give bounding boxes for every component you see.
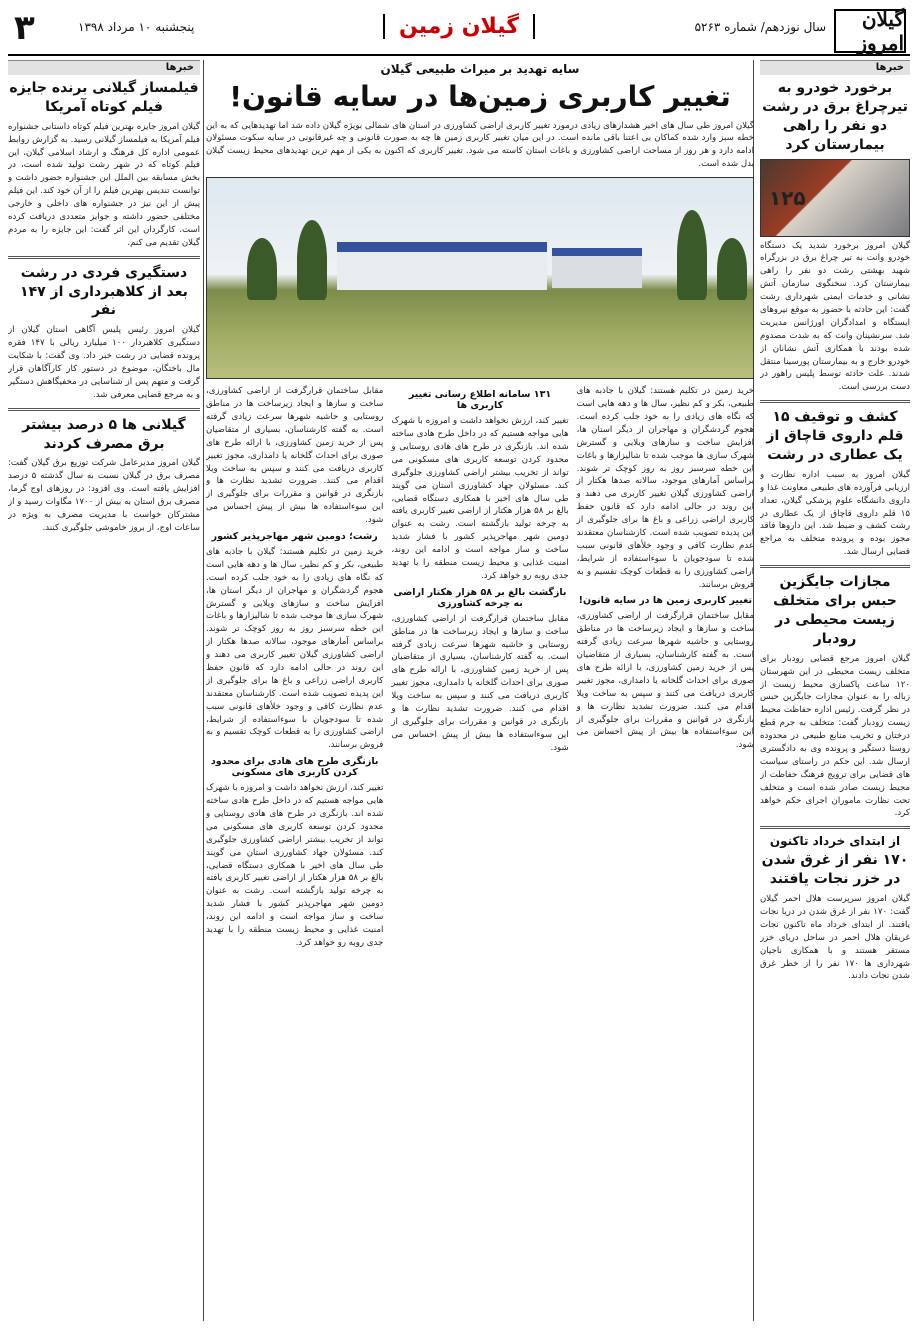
subheading: بازگشت بالغ بر ۵۸ هزار هکتار اراضی به چرخه کشاورزی <box>393 586 567 609</box>
subheading: ۱۳۱ سامانه اطلاع رسانی تغییر کاربری ها <box>408 389 552 412</box>
article-body: گیلان امروز رئیس پلیس آگاهی استان گیلان از دستگیری کلاهبردار ۱۰۰ میلیارد ریالی با ۱۴۷ فقره پرونده قضایی در رشت خبر داد. وی گفت: با شکایت مال باختگان، موضوع در دستور کار کارآگاهان قرار گرفت و متهم پس از شناسایی در مخفیگاهش دستگیر و به مرجع قضایی معرفی شد. <box>8 325 200 400</box>
article-title: گیلانی ها ۵ درصد بیشتر برق مصرف کردند <box>22 416 186 452</box>
article-body: خرید زمین در تکلیم هستند: گیلان با جاذبه های طبیعی، بکر و کم نظیر، سال ها و دهه هایی است که نگاه های زیادی را به خود جلب کرده است. هجوم گردشگران و مهاجران از دیگر استان ها، افزایش ساخت و سازهای ویلایی و گسترش شهرک سازی ها موجب شده تا شالیزارها و باغات این خطه سرسبز روز به روز کوچک تر شوند. براساس آمارهای موجود، سالانه صدها هکتار از اراضی کشاورزی گیلان تغییر کاربری می دهند و این روند در حالی ادامه دارد که قانون حفظ کاربری اراضی زراعی و باغ ها برای جلوگیری از این پدیده تصویب شده است. کارشناسان معتقدند عدم نظارت کافی و وجود خلأهای قانونی سبب شده تا سودجویان با سوءاستفاده از شرایط، اراضی کشاورزی را به قطعات کوچک تقسیم و به فروش برسانند. <box>576 386 754 590</box>
main-headline: تغییر کاربری زمین‌ها در سایه قانون! <box>229 80 731 113</box>
right-news-column <box>760 60 910 1321</box>
subheading: بازنگری طرح های هادی برای محدود کردن کاربری های مسکونی <box>210 756 379 779</box>
article-body: گیلان امروز به سبب اداره نظارت و ارزیابی فرآورده های طبیعی معاونت غذا و داروی دانشگاه علوم پزشکی گیلان، تعداد ۱۵ قلم داروی قاچاق از یک عطاری در رشت کشف و ضبط شد. این داروها فاقد مجوز بوده و پرونده متخلف به مراجع قضایی ارسال شد. <box>760 469 910 558</box>
divider <box>760 565 910 568</box>
photo-number-label: ۱۲۵ <box>769 185 806 210</box>
article-body: گیلان امروز جایزه بهترین فیلم کوتاه داستانی جشنواره فیلم آمریکا به فیلمساز گیلانی رسید. به گزارش روابط عمومی اداره کل فرهنگ و ارشاد اسلامی گیلان، این فیلم کوتاه که در شهر رشت تولید شده است، در بخش مسابقه بین الملل این جشنواره حضور داشت و توانست تندیس بهترین فیلم را از آن خود کند. این فیلم پیش از این نیز در جشنواره های داخلی و خارجی مختلفی حضور داشته و جوایز متعددی دریافت کرده است. کارگردان این اثر گفت: این جایزه را به مردم گیلان تقدیم می کنم. <box>8 121 200 248</box>
masthead <box>8 6 910 56</box>
section-title: گیلان زمین <box>383 14 535 39</box>
farmland-building-photo <box>206 177 754 379</box>
subheading: تغییر کاربری زمین ها در سایه قانون! <box>578 595 753 607</box>
fire-truck-photo <box>760 159 910 237</box>
article-body: خرید زمین در تکلیم هستند: گیلان با جاذبه های طبیعی، بکر و کم نظیر، سال ها و دهه هایی است که نگاه های زیادی را به خود جلب کرده است. هجوم گردشگران و مهاجران از دیگر استان ها، افزایش ساخت و سازهای ویلایی و گسترش شهرک سازی ها موجب شده تا شالیزارها و باغات این خطه سرسبز روز به روز کوچک تر شوند. براساس آمارهای موجود، سالانه صدها هکتار از اراضی کشاورزی گیلان تغییر کاربری می دهند و این روند در حالی ادامه دارد که قانون حفظ کاربری اراضی زراعی و باغ ها برای جلوگیری از این پدیده تصویب شده است. کارشناسان معتقدند عدم نظارت کافی و وجود خلأهای قانونی سبب شده تا سودجویان با سوءاستفاده از شرایط، اراضی کشاورزی را به قطعات کوچک تقسیم و به فروش برسانند. <box>206 546 384 751</box>
divider <box>8 256 200 259</box>
tree-shape <box>677 210 707 300</box>
issue-date: پنجشنبه ۱۰ مرداد ۱۳۹۸ <box>78 20 195 34</box>
tree-shape <box>717 238 747 300</box>
subheading: رشت؛ دومین شهر مهاجرپذیر کشور <box>211 530 378 542</box>
article-title: مجازات جایگزین حبس برای متخلف زیست محیطی در رودبار <box>773 574 897 647</box>
divider <box>760 826 910 829</box>
article-body: تغییر کند، ارزش نخواهد داشت و امروزه با شهرک هایی مواجه هستیم که در داخل طرح هادی ساخته شده اند. بازنگری در طرح های هادی روستایی و محدود کردن توسعه کاربری های مسکونی می تواند از تخریب بیشتر اراضی کشاورزی جلوگیری کند. مسئولان جهاد کشاورزی استان می گویند طی سال های اخیر با همکاری دستگاه قضایی، بالغ بر ۵۸ هزار هکتار از اراضی تغییر کاربری یافته به چرخه تولید بازگشته است. رشت به عنوان دومین شهر مهاجرپذیر کشور با فشار شدید ساخت و ساز مواجه است و ادامه این روند، امنیت غذایی و محیط زیست منطقه را با تهدید جدی روبه رو خواهد کرد. <box>206 783 384 948</box>
article-title: برخورد خودرو به تیرچراغ برق در رشت دو نفر را راهی بیمارستان کرد <box>762 80 908 153</box>
main-kicker: سایه تهدید بر میراث طبیعی گیلان <box>380 62 580 76</box>
building-shape <box>337 242 547 290</box>
article-body: مقابل ساختمان قرارگرفت از اراضی کشاورزی، ساخت و سازها و ایجاد زیرساخت ها در مناطق روستایی و حاشیه شهرها سرعت زیادی گرفته است. به گفته کارشناسان، بسیاری از متقاضیان پس از خرید زمین کشاورزی، با ارائه طرح های صوری برای احداث گلخانه یا دامداری، مجوز تغییر کاربری دریافت می کنند و سپس به ساخت ویلا اقدام می کنند. ضرورت تشدید نظارت ها و بازنگری در قوانین و مقررات برای جلوگیری از این سوءاستفاده ها بیش از پیش احساس می شود. <box>206 386 384 526</box>
article-body: گیلان امروز سرپرست هلال احمر گیلان گفت: ۱۷۰ نفر از غرق شدن در دریا نجات یافتند. از ابتدای خرداد ماه تاکنون نجات غریقان هلال احمر در ساحل دریای خزر مستقر هستند و با همکاری ناجیان شهرداری ها ۱۷۰ نفر را از خطر غرق شدن نجات دادند. <box>760 894 910 982</box>
article-body: مقابل ساختمان قرارگرفت از اراضی کشاورزی، ساخت و سازها و ایجاد زیرساخت ها در مناطق روستایی و حاشیه شهرها سرعت زیادی گرفته است. به گفته کارشناسان، بسیاری از متقاضیان پس از خرید زمین کشاورزی، با ارائه طرح های صوری برای احداث گلخانه یا دامداری، مجوز تغییر کاربری دریافت می کنند و سپس به ساخت ویلا اقدام می کنند. ضرورت تشدید نظارت ها و بازنگری در قوانین و مقررات برای جلوگیری از این سوءاستفاده ها بیش از پیش احساس می شود. <box>576 611 754 751</box>
article-title: دستگیری فردی در رشت بعد از کلاهبرداری از ۱۴۷ نفر <box>20 264 188 319</box>
news-bar: خبرها <box>760 60 910 75</box>
article-body: مقابل ساختمان قرارگرفت از اراضی کشاورزی، ساخت و سازها و ایجاد زیرساخت ها در مناطق روستایی و حاشیه شهرها سرعت زیادی گرفته است. به گفته کارشناسان، بسیاری از متقاضیان پس از خرید زمین کشاورزی، با ارائه طرح های صوری برای احداث گلخانه یا دامداری، مجوز تغییر کاربری دریافت می کنند و سپس به ساخت ویلا اقدام می کنند. ضرورت تشدید نظارت ها و بازنگری در قوانین و مقررات برای جلوگیری از این سوءاستفاده ها بیش از پیش احساس می شود. <box>391 613 569 753</box>
column-divider <box>203 60 204 1321</box>
main-article <box>206 60 754 1321</box>
main-body-columns <box>206 385 754 950</box>
tree-shape <box>297 220 327 300</box>
article-body: گیلان امروز مرجع قضایی رودبار برای متخلف زیست محیطی در این شهرستان ۱۲۰ ساعت پاکسازی محیط زیست از زباله را به عنوان مجازات جایگزین حبس در نظر گرفت. رئیس اداره حفاظت محیط زیست رودبار گفت: متخلف به جرم قطع درختان و تخریب منابع طبیعی در محدوده روستا دستگیر و پرونده وی به دادگستری ارسال شد. این حکم در راستای سیاست های قضایی برای ترویج فرهنگ حفاظت از محیط زیست صادر شده است و متخلف تحت نظارت ماموران اجرای حکم خواهد کرد. <box>760 653 910 819</box>
building-shape <box>552 248 642 288</box>
newspaper-logo: گیلان امروز <box>834 9 906 53</box>
article-body: گیلان امروز برخورد شدید یک دستگاه خودرو وانت به تیر چراغ برق در بزرگراه شهید بهشتی رشت دو نفر را راهی بیمارستان کرد. سخنگوی سازمان آتش نشانی و خدمات ایمنی شهرداری رشت گفت: این حادثه با حضور به موقع نیروهای ایستگاه و امدادگران اورژانس مدیریت شد. سرنشینان وانت که به شدت مصدوم شده بودند با همکاری آتش نشانان از خودرو خارج و به بیمارستان پورسینا منتقل شدند. علت حادثه توسط پلیس راهور در دست بررسی است. <box>760 240 910 393</box>
page-number: ۳ <box>14 8 35 48</box>
article-title: کشف و توقیف ۱۵ قلم داروی قاچاق از یک عطاری در رشت <box>766 409 904 464</box>
article-title: ۱۷۰ نفر از غرق شدن در خزر نجات یافتند <box>761 852 909 888</box>
main-lead: گیلان امروز طی سال های اخیر هشدارهای زیادی درمورد تغییر کاربری اراضی کشاورزی در استان های شمالی بویژه گیلان داده شد اما تهدیدهایی که به این خطه سبز وارد شده کماکان بی اعتنا باقی مانده است. در این میان تغییر کاربری زمین ها چه به صورت قانونی و چه غیرقانونی در سایه سکوت مسئولان ادامه دارد و هر روز از مساحت اراضی کشاورزی و باغات استان کاسته می شود. تغییر کاربری که اکنون به یکی از مهم ترین تهدیدهای محیط زیست گیلان بدل شده است. <box>206 120 754 170</box>
divider <box>760 400 910 403</box>
tree-shape <box>247 238 277 300</box>
news-bar: خبرها <box>8 60 200 75</box>
issue-number: سال نوزدهم/ شماره ۵۲۶۳ <box>694 20 826 34</box>
left-news-column <box>8 60 200 1321</box>
article-body: گیلان امروز مدیرعامل شرکت توزیع برق گیلان گفت: مصرف برق در گیلان نسبت به سال گذشته ۵ درصد افزایش یافته است. وی افزود: در روزهای اوج گرما، مصرف برق استان به بیش از ۱۷۰۰ مگاوات رسید و از مشترکان خواست با مدیریت مصرف به ویژه در ساعات اوج، از بروز خاموشی جلوگیری کنند. <box>8 458 200 533</box>
article-kicker: از ابتدای خرداد تاکنون <box>769 834 901 849</box>
divider <box>8 408 200 411</box>
article-title: فیلمساز گیلانی برنده جایزه فیلم کوتاه آمریکا <box>9 80 199 115</box>
article-body: تغییر کند، ارزش نخواهد داشت و امروزه با شهرک هایی مواجه هستیم که در داخل طرح هادی ساخته شده اند. بازنگری در طرح های هادی روستایی و محدود کردن توسعه کاربری های مسکونی می تواند از تخریب بیشتر اراضی کشاورزی جلوگیری کند. مسئولان جهاد کشاورزی استان می گویند طی سال های اخیر با همکاری دستگاه قضایی، بالغ بر ۵۸ هزار هکتار از اراضی تغییر کاربری یافته به چرخه تولید بازگشته است. رشت به عنوان دومین شهر مهاجرپذیر کشور با فشار شدید ساخت و ساز مواجه است و ادامه این روند، امنیت غذایی و محیط زیست منطقه را با تهدید جدی روبه رو خواهد کرد. <box>391 416 569 581</box>
